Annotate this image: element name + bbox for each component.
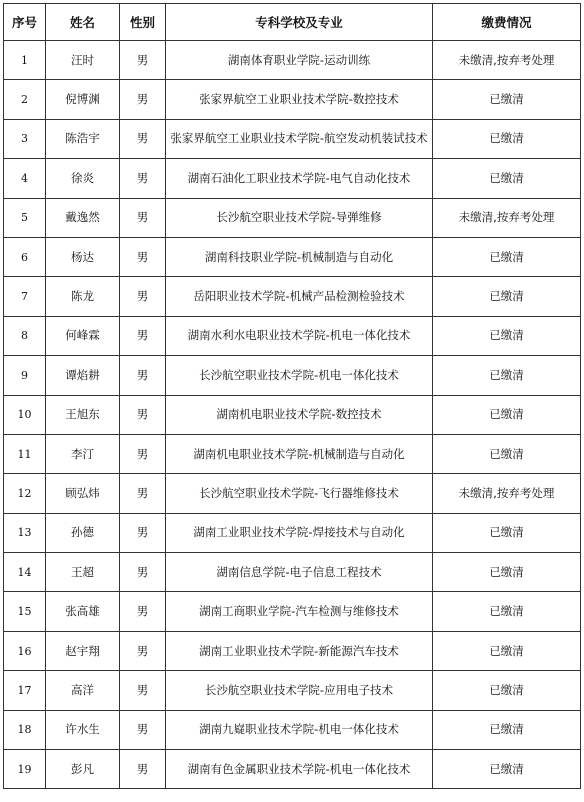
cell-gender: 男 <box>120 671 166 710</box>
cell-index: 6 <box>4 237 46 276</box>
cell-payment-status: 已缴清 <box>433 513 581 552</box>
cell-name: 彭凡 <box>46 750 120 789</box>
table-row <box>4 592 581 631</box>
cell-name: 陈龙 <box>46 277 120 316</box>
cell-index: 7 <box>4 277 46 316</box>
cell-gender: 男 <box>120 356 166 395</box>
cell-payment-status: 已缴清 <box>433 750 581 789</box>
cell-gender: 男 <box>120 553 166 592</box>
cell-school-major: 长沙航空职业技术学院-应用电子技术 <box>166 671 433 710</box>
cell-index: 10 <box>4 395 46 434</box>
cell-school-major: 湖南水利水电职业技术学院-机电一体化技术 <box>166 316 433 355</box>
cell-payment-status: 已缴清 <box>433 277 581 316</box>
cell-index: 9 <box>4 356 46 395</box>
cell-school-major: 湖南工商职业学院-汽车检测与维修技术 <box>166 592 433 631</box>
cell-name: 汪时 <box>46 41 120 80</box>
cell-payment-status: 已缴清 <box>433 395 581 434</box>
cell-gender: 男 <box>120 631 166 670</box>
cell-gender: 男 <box>120 592 166 631</box>
cell-name: 顾弘炜 <box>46 474 120 513</box>
cell-payment-status: 未缴清,按弃考处理 <box>433 474 581 513</box>
table-row <box>4 395 581 434</box>
table-row <box>4 750 581 789</box>
cell-index: 15 <box>4 592 46 631</box>
table-row <box>4 553 581 592</box>
table-row <box>4 277 581 316</box>
cell-gender: 男 <box>120 159 166 198</box>
cell-name: 徐炎 <box>46 159 120 198</box>
cell-name: 陈浩宇 <box>46 119 120 158</box>
cell-gender: 男 <box>120 474 166 513</box>
cell-payment-status: 已缴清 <box>433 671 581 710</box>
cell-gender: 男 <box>120 316 166 355</box>
header-index: 序号 <box>4 4 46 41</box>
table-header-row <box>4 4 581 41</box>
table-row <box>4 237 581 276</box>
cell-index: 16 <box>4 631 46 670</box>
cell-gender: 男 <box>120 513 166 552</box>
cell-gender: 男 <box>120 237 166 276</box>
cell-gender: 男 <box>120 434 166 473</box>
table-row <box>4 80 581 119</box>
cell-name: 王超 <box>46 553 120 592</box>
table-row <box>4 198 581 237</box>
cell-payment-status: 已缴清 <box>433 356 581 395</box>
cell-name: 倪博渊 <box>46 80 120 119</box>
cell-school-major: 张家界航空工业职业技术学院-航空发动机装试技术 <box>166 119 433 158</box>
cell-payment-status: 已缴清 <box>433 710 581 749</box>
cell-school-major: 长沙航空职业技术学院-飞行器维修技术 <box>166 474 433 513</box>
cell-gender: 男 <box>120 198 166 237</box>
cell-gender: 男 <box>120 750 166 789</box>
cell-index: 19 <box>4 750 46 789</box>
table-row <box>4 631 581 670</box>
cell-payment-status: 已缴清 <box>433 237 581 276</box>
cell-index: 5 <box>4 198 46 237</box>
cell-index: 17 <box>4 671 46 710</box>
cell-payment-status: 已缴清 <box>433 434 581 473</box>
table-row <box>4 356 581 395</box>
cell-gender: 男 <box>120 277 166 316</box>
cell-index: 11 <box>4 434 46 473</box>
table-row <box>4 474 581 513</box>
cell-name: 张高雄 <box>46 592 120 631</box>
header-gender: 性别 <box>120 4 166 41</box>
table-row <box>4 434 581 473</box>
cell-school-major: 张家界航空工业职业技术学院-数控技术 <box>166 80 433 119</box>
cell-index: 14 <box>4 553 46 592</box>
cell-gender: 男 <box>120 395 166 434</box>
cell-school-major: 湖南九嶷职业技术学院-机电一体化技术 <box>166 710 433 749</box>
cell-gender: 男 <box>120 119 166 158</box>
cell-index: 4 <box>4 159 46 198</box>
table-row <box>4 513 581 552</box>
cell-payment-status: 已缴清 <box>433 119 581 158</box>
table-row <box>4 159 581 198</box>
cell-payment-status: 已缴清 <box>433 80 581 119</box>
cell-school-major: 长沙航空职业技术学院-导弹维修 <box>166 198 433 237</box>
header-school-major: 专科学校及专业 <box>166 4 433 41</box>
cell-name: 王旭东 <box>46 395 120 434</box>
table-row <box>4 671 581 710</box>
cell-school-major: 湖南信息学院-电子信息工程技术 <box>166 553 433 592</box>
cell-index: 13 <box>4 513 46 552</box>
cell-school-major: 湖南工业职业技术学院-焊接技术与自动化 <box>166 513 433 552</box>
cell-school-major: 湖南石油化工职业技术学院-电气自动化技术 <box>166 159 433 198</box>
cell-index: 2 <box>4 80 46 119</box>
cell-gender: 男 <box>120 41 166 80</box>
cell-school-major: 湖南机电职业技术学院-数控技术 <box>166 395 433 434</box>
table-row <box>4 710 581 749</box>
cell-payment-status: 已缴清 <box>433 592 581 631</box>
cell-school-major: 岳阳职业技术学院-机械产品检测检验技术 <box>166 277 433 316</box>
table-row <box>4 316 581 355</box>
cell-payment-status: 未缴清,按弃考处理 <box>433 198 581 237</box>
cell-payment-status: 未缴清,按弃考处理 <box>433 41 581 80</box>
cell-name: 李汀 <box>46 434 120 473</box>
cell-index: 18 <box>4 710 46 749</box>
cell-name: 谭焰耕 <box>46 356 120 395</box>
cell-school-major: 湖南体育职业学院-运动训练 <box>166 41 433 80</box>
cell-payment-status: 已缴清 <box>433 159 581 198</box>
cell-name: 孙德 <box>46 513 120 552</box>
cell-payment-status: 已缴清 <box>433 316 581 355</box>
cell-name: 赵宇翔 <box>46 631 120 670</box>
table-row <box>4 41 581 80</box>
cell-payment-status: 已缴清 <box>433 553 581 592</box>
cell-school-major: 湖南机电职业技术学院-机械制造与自动化 <box>166 434 433 473</box>
cell-gender: 男 <box>120 710 166 749</box>
cell-gender: 男 <box>120 80 166 119</box>
cell-school-major: 湖南工业职业技术学院-新能源汽车技术 <box>166 631 433 670</box>
cell-payment-status: 已缴清 <box>433 631 581 670</box>
payment-status-table <box>3 3 581 789</box>
cell-index: 12 <box>4 474 46 513</box>
cell-school-major: 湖南有色金属职业技术学院-机电一体化技术 <box>166 750 433 789</box>
header-name: 姓名 <box>46 4 120 41</box>
cell-school-major: 湖南科技职业学院-机械制造与自动化 <box>166 237 433 276</box>
cell-name: 许水生 <box>46 710 120 749</box>
cell-index: 1 <box>4 41 46 80</box>
table-body <box>4 41 581 789</box>
table-row <box>4 119 581 158</box>
cell-name: 戴逸然 <box>46 198 120 237</box>
cell-school-major: 长沙航空职业技术学院-机电一体化技术 <box>166 356 433 395</box>
cell-name: 杨达 <box>46 237 120 276</box>
header-payment-status: 缴费情况 <box>433 4 581 41</box>
cell-name: 高洋 <box>46 671 120 710</box>
cell-index: 3 <box>4 119 46 158</box>
cell-index: 8 <box>4 316 46 355</box>
cell-name: 何峰霖 <box>46 316 120 355</box>
